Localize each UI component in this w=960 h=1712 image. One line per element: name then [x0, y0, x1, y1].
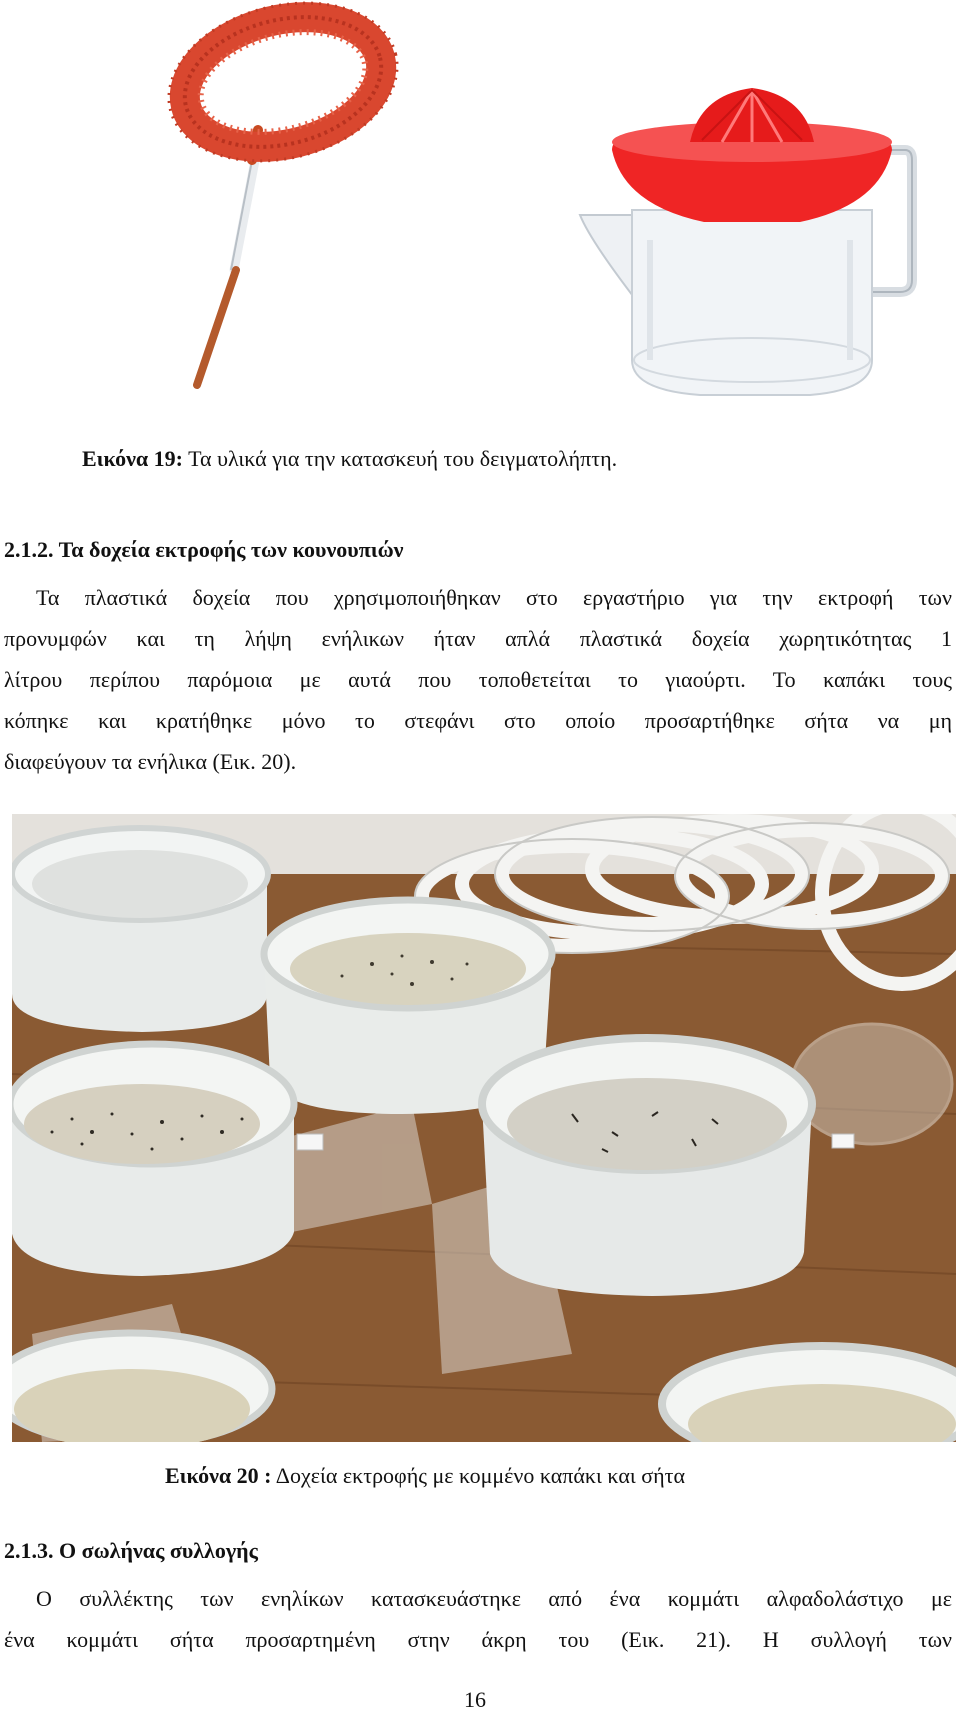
bottle-brush-illustration [152, 0, 414, 385]
section-2-1-3-paragraph [4, 1578, 952, 1660]
section-2-1-2-paragraph [4, 577, 952, 782]
paragraph-line: ένα κομμάτι σήτα προσαρτημένη στην άκρη του (Εικ. 21). Η συλλογή των [4, 1627, 952, 1652]
paragraph-line: λίτρου περίπου παρόμοια με αυτά που τοποθετείται το γιαούρτι. Το καπάκι τους [4, 667, 952, 692]
figure-19-caption-text: Τα υλικά για την κατασκευή του δειγματολήπτη. [183, 446, 618, 471]
rearing-container [662, 1346, 956, 1442]
figure-20-image [12, 814, 956, 1442]
paragraph-line: κόπηκε και κρατήθηκε μόνο το στεφάνι στο οποίο προσαρτήθηκε σήτα να μη [4, 708, 952, 733]
figure-19-caption-label: Εικόνα 19: [82, 446, 184, 471]
figure-20-caption [165, 1463, 685, 1489]
figure-19-caption [82, 446, 617, 472]
section-heading-2-1-2: 2.1.2. Τα δοχεία εκτροφής των κουνουπιών [4, 537, 404, 562]
paragraph-line: διαφεύγουν τα ενήλικα (Εικ. 20). [4, 749, 297, 774]
rearing-container [482, 1038, 812, 1296]
figure-19-image [0, 0, 960, 410]
paragraph-line: Ο συλλέκτης των ενηλίκων κατασκευάστηκε από ένα κομμάτι αλφαδολάστιχο με [36, 1586, 952, 1611]
figure-20-caption-text: Δοχεία εκτροφής με κομμένο καπάκι και σήτα [271, 1463, 685, 1488]
juicer-jug-illustration [580, 88, 912, 395]
figure-20-caption-label: Εικόνα 20 : [165, 1463, 272, 1488]
paragraph-line: προνυμφών και τη λήψη ενήλικων ήταν απλά πλαστικά δοχεία χωρητικότητας 1 [4, 626, 952, 651]
paragraph-line: Τα πλαστικά δοχεία που χρησιμοποιήθηκαν στο εργαστήριο για την εκτροφή των [36, 585, 952, 610]
rearing-container [12, 828, 268, 1032]
section-heading-2-1-3: 2.1.3. Ο σωλήνας συλλογής [4, 1538, 258, 1563]
rearing-container [12, 1333, 272, 1442]
rearing-container [12, 1044, 294, 1276]
page-number: 16 [464, 1687, 486, 1712]
